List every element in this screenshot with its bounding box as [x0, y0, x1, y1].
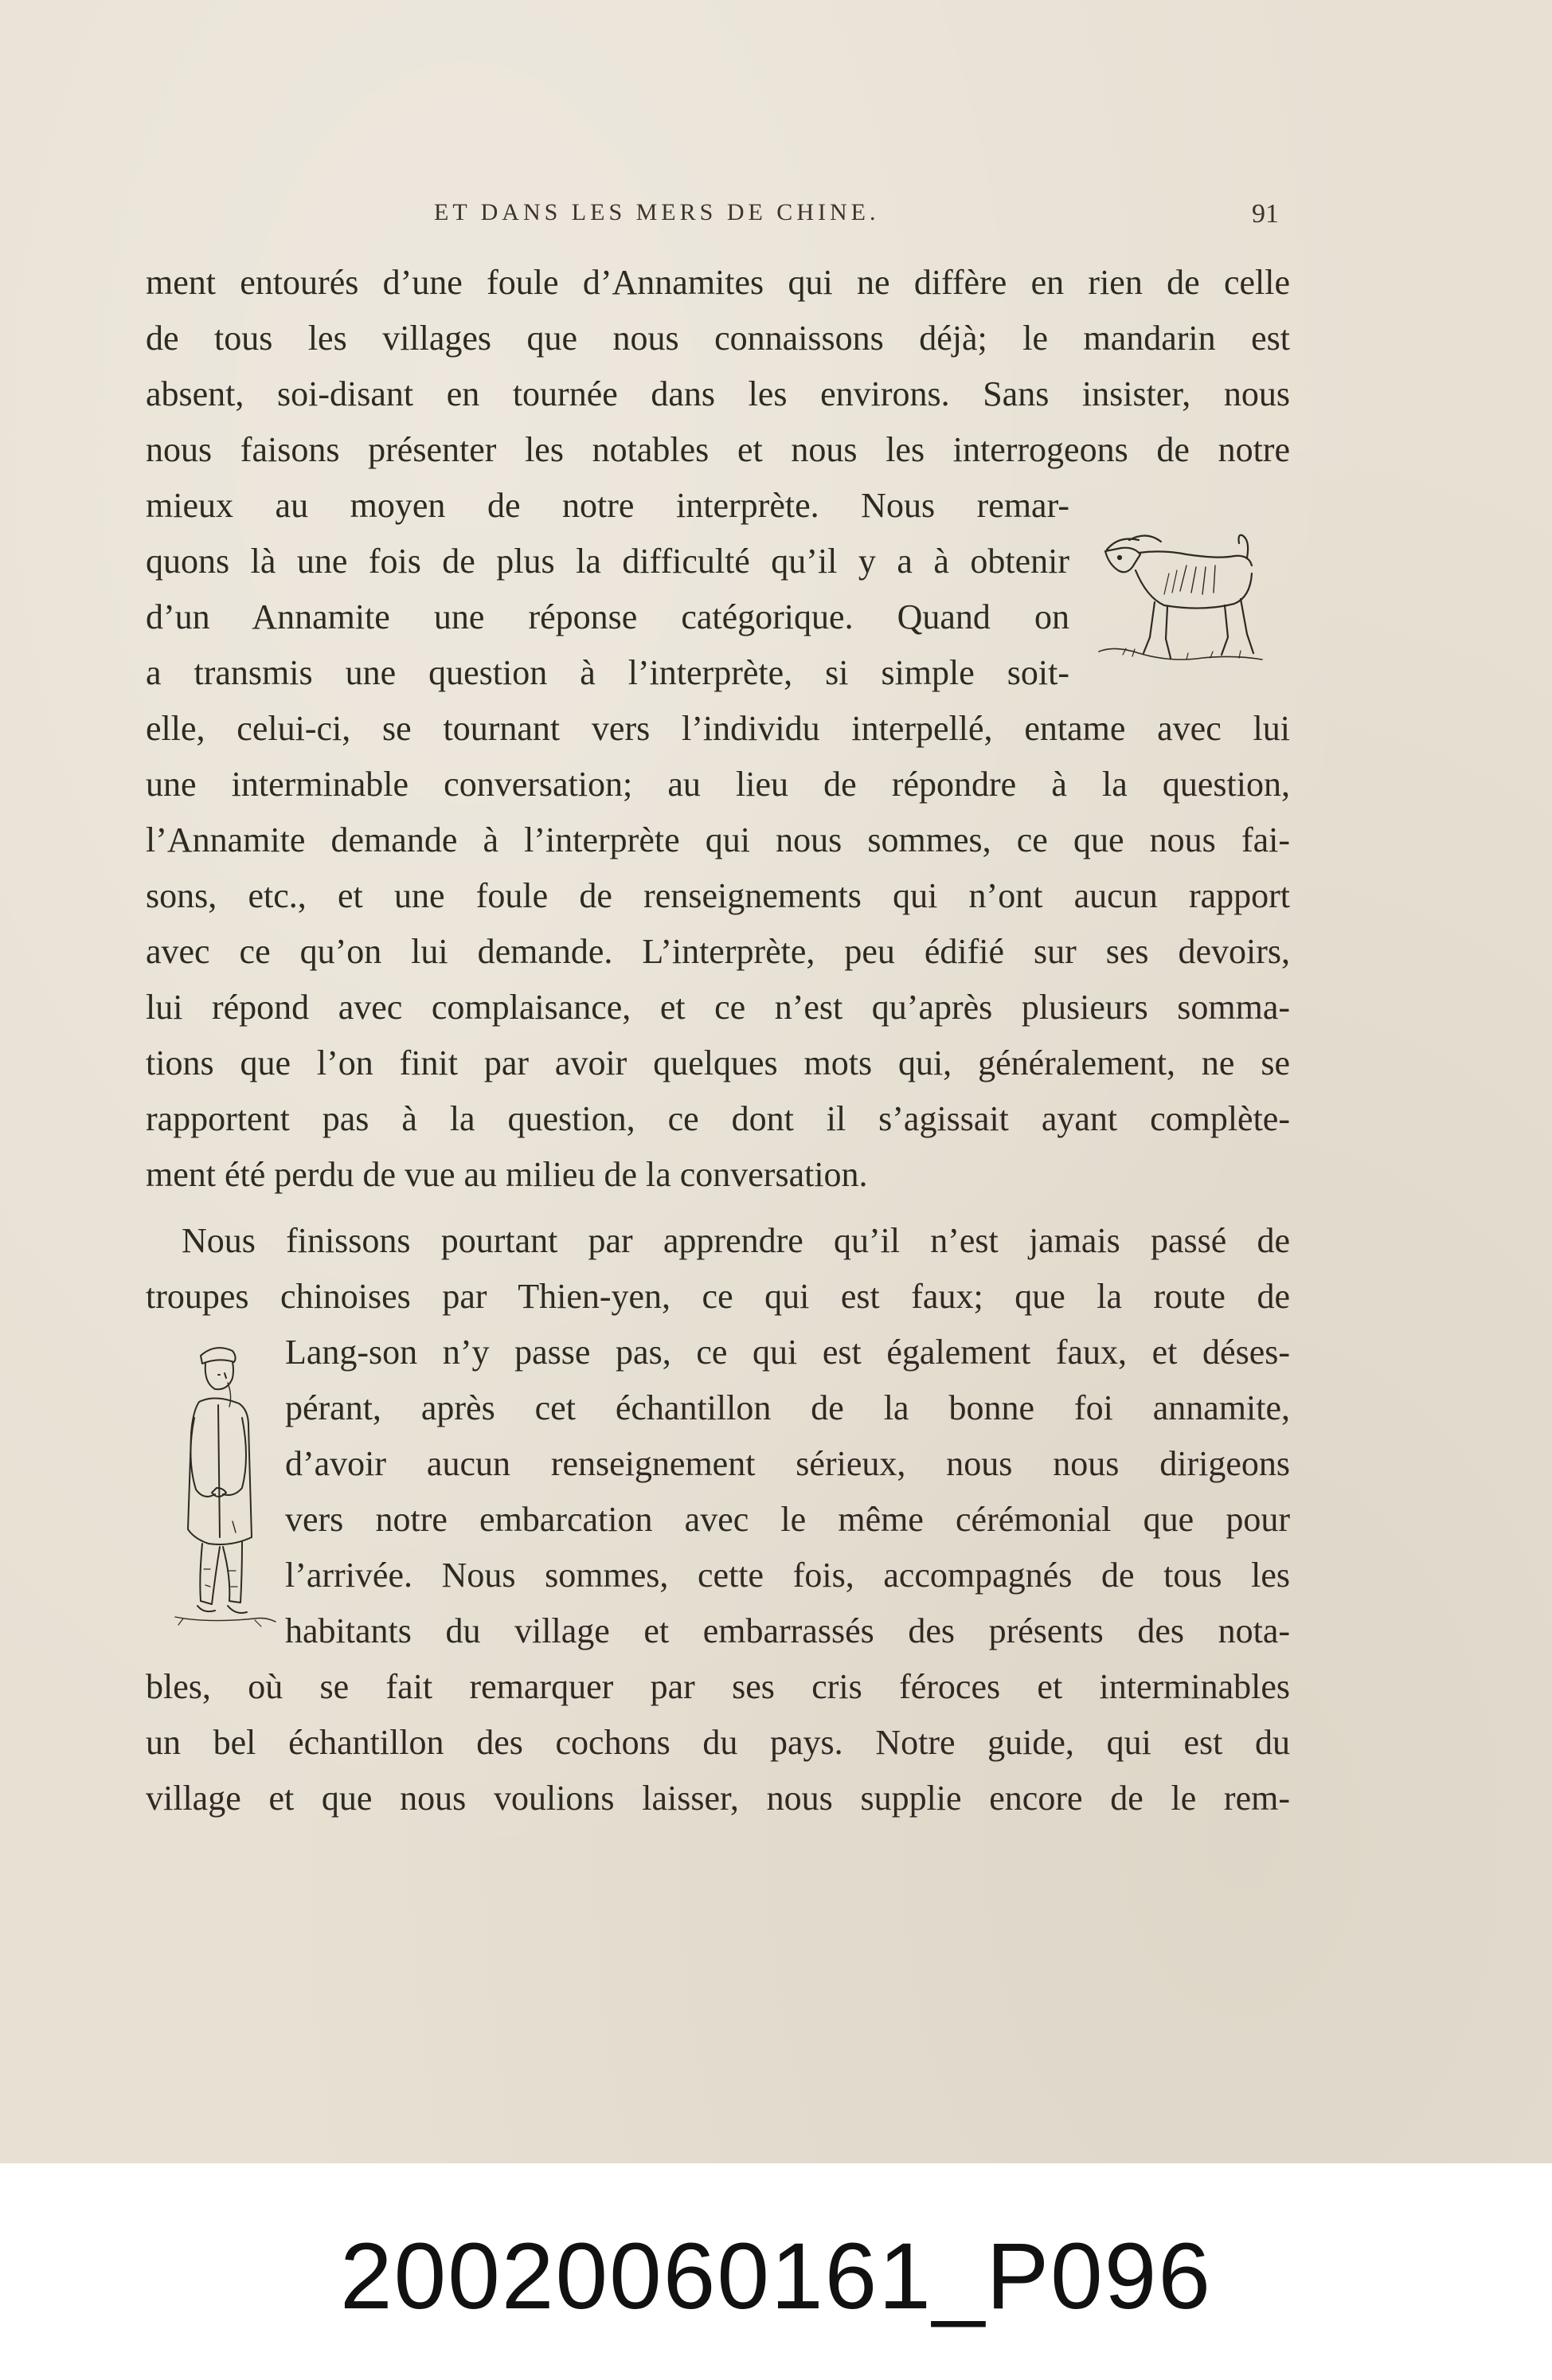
- text-line: tions que l’on finit par avoir quelques mots qui, généralement, ne se: [146, 1043, 1290, 1082]
- text-line: bles, où se fait remarquer par ses cris féroces et interminables: [146, 1667, 1290, 1706]
- text-line: Nous finissons pourtant par apprendre qu’il n’est jamais passé de: [182, 1221, 1290, 1260]
- text-line: rapportent pas à la question, ce dont il s’agissait ayant complète-: [146, 1099, 1290, 1138]
- text-line: une interminable conversation; au lieu de répondre à la question,: [146, 765, 1290, 804]
- text-line: pérant, après cet échantillon de la bonne foi annamite,: [285, 1388, 1290, 1427]
- text-line: absent, soi-disant en tournée dans les environs. Sans insister, nous: [146, 374, 1290, 413]
- text-line: l’Annamite demande à l’interprète qui nous sommes, ce que nous fai-: [146, 820, 1290, 859]
- archive-id-label: 20020060161_P096: [339, 2224, 1213, 2329]
- text-line: d’un Annamite une réponse catégorique. Quand on: [146, 597, 1069, 636]
- text-line: nous faisons présenter les notables et nous les interrogeons de notre: [146, 430, 1290, 469]
- text-line: Lang-son n’y passe pas, ce qui est également faux, et déses-: [285, 1333, 1290, 1372]
- text-line: avec ce qu’on lui demande. L’interprète, peu édifié sur ses devoirs,: [146, 932, 1290, 971]
- text-line: l’arrivée. Nous sommes, cette fois, accompagnés de tous les: [285, 1556, 1290, 1595]
- text-line: elle, celui-ci, se tournant vers l’individu interpellé, entame avec lui: [146, 709, 1290, 748]
- text-line: de tous les villages que nous connaissons déjà; le mandarin est: [146, 319, 1290, 358]
- text-line: quons là une fois de plus la difficulté qu’il y a à obtenir: [146, 542, 1069, 581]
- page-header: [0, 199, 1552, 239]
- text-line: troupes chinoises par Thien-yen, ce qui est faux; que la route de: [146, 1277, 1290, 1316]
- text-line: sons, etc., et une foule de renseignements qui n’ont aucun rapport: [146, 876, 1290, 915]
- text-line: habitants du village et embarrassés des présents des nota-: [285, 1611, 1290, 1650]
- standing-annamite-figure-sketch-icon: [159, 1338, 279, 1657]
- text-line: d’avoir aucun renseignement sérieux, nous nous dirigeons: [285, 1444, 1290, 1483]
- text-line: a transmis une question à l’interprète, si simple soit-: [146, 653, 1069, 692]
- page-number: 91: [1252, 199, 1279, 229]
- text-line: mieux au moyen de notre interprète. Nous remar-: [146, 486, 1069, 525]
- text-line: village et que nous voulions laisser, nous supplie encore de le rem-: [146, 1779, 1290, 1818]
- water-buffalo-sketch-icon: [1091, 518, 1270, 677]
- text-line: ment entourés d’une foule d’Annamites qui ne diffère en rien de celle: [146, 263, 1290, 302]
- running-title: ET DANS LES MERS DE CHINE.: [434, 199, 880, 225]
- text-line: un bel échantillon des cochons du pays. Notre guide, qui est du: [146, 1723, 1290, 1762]
- text-line: ment été perdu de vue au milieu de la conversation.: [146, 1155, 868, 1194]
- text-line: lui répond avec complaisance, et ce n’est qu’après plusieurs somma-: [146, 988, 1290, 1027]
- text-line: vers notre embarcation avec le même cérémonial que pour: [285, 1500, 1290, 1539]
